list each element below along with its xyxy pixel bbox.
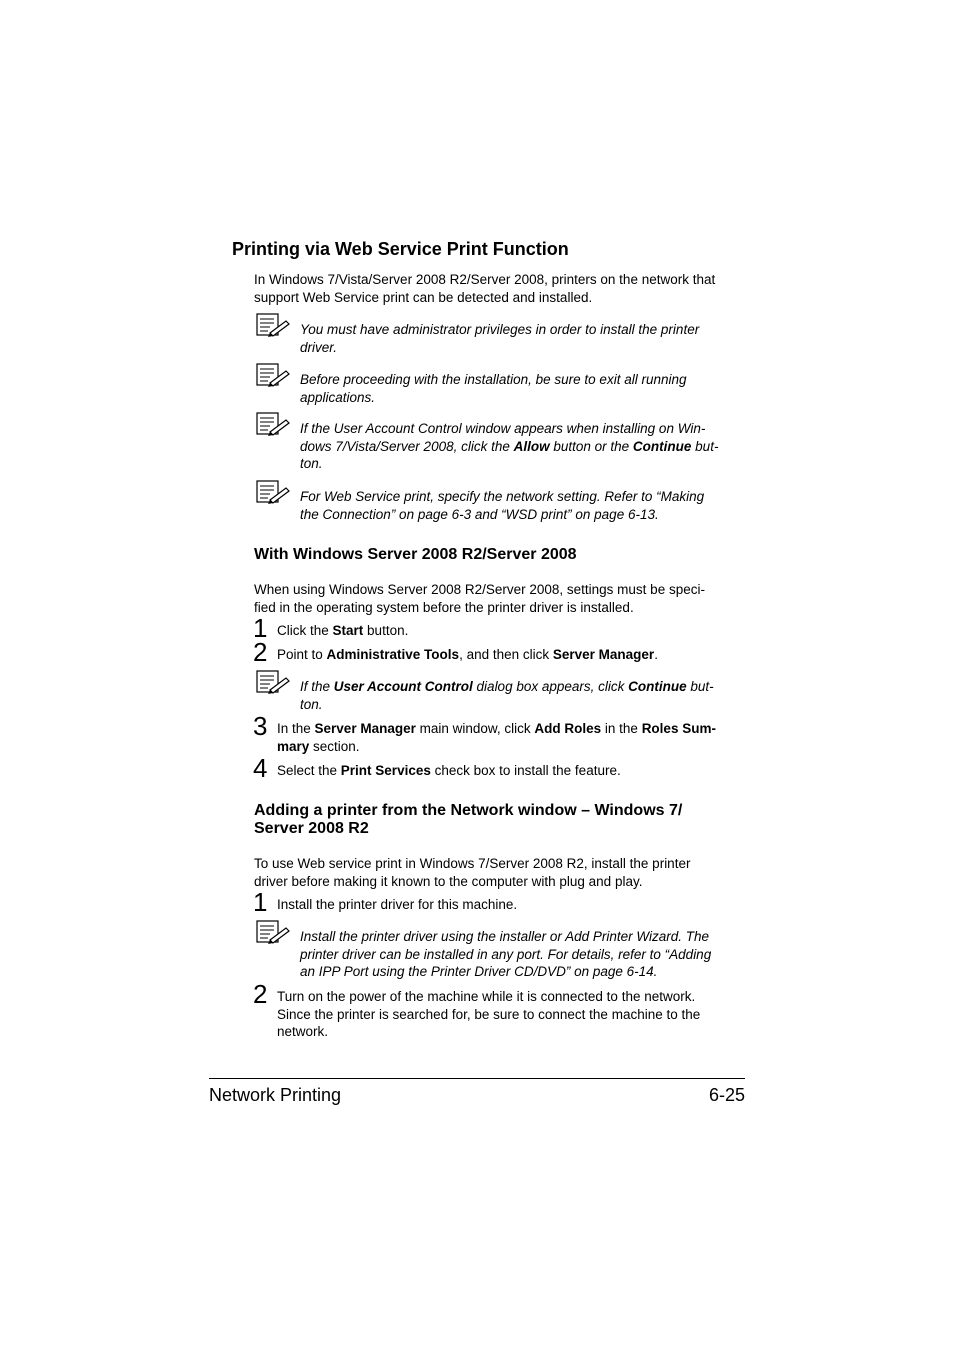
note-install-driver: Install the printer driver using the installer or Add Printer Wizard. The printer driver can be installed in any port. For details, refer to “Adding an IPP Port using the Printer Driver CD/DVD” on page 6-14. [300, 929, 712, 979]
note-pencil-icon [256, 363, 290, 389]
step-number: 2 [253, 637, 268, 667]
note-admin-privileges: You must have administrator privileges in order to install the printer driver. [300, 322, 700, 355]
note-pencil-icon [256, 480, 290, 506]
network-section-title: Adding a printer from the Network window – Windows 7/ Server 2008 R2 [254, 802, 683, 837]
network-step-2: Turn on the power of the machine while it is connected to the network. Since the printer is searched for, be sure to connect the machine to the network. [277, 989, 701, 1039]
footer-rule [209, 1078, 745, 1079]
footer-chapter: Network Printing [209, 1085, 342, 1105]
section-intro: In Windows 7/Vista/Server 2008 R2/Server 2008, printers on the network that support Web Service print can be detected and installed. [254, 272, 716, 305]
section-title: Printing via Web Service Print Function [232, 239, 569, 259]
note-user-account-control: If the User Account Control window appears when installing on Win- dows 7/Vista/Server 2008, click the Allow button or the Continue but- ton. [300, 421, 719, 471]
network-step-1: Install the printer driver for this machine. [277, 897, 518, 912]
server-step-4: Select the Print Services check box to install the feature. [277, 763, 621, 778]
server-step-2: Point to Administrative Tools, and then click Server Manager. [277, 647, 658, 662]
step-number: 1 [253, 887, 268, 917]
network-section-intro: To use Web service print in Windows 7/Server 2008 R2, install the printer driver before making it known to the computer with plug and play. [254, 856, 691, 889]
server-step-3: In the Server Manager main window, click Add Roles in the Roles Sum- mary section. [277, 721, 716, 754]
note-pencil-icon [256, 670, 290, 696]
note-uac-continue: If the User Account Control dialog box appears, click Continue but- ton. [300, 679, 714, 712]
note-wsd-setting: For Web Service print, specify the network setting. Refer to “Making the Connection” on page 6-3 and “WSD print” on page 6-13. [300, 489, 705, 522]
server-step-1: Click the Start button. [277, 623, 409, 638]
note-pencil-icon [256, 920, 290, 946]
note-pencil-icon [256, 412, 290, 438]
step-number: 3 [253, 711, 268, 741]
note-exit-apps: Before proceeding with the installation, be sure to exit all running applications. [300, 372, 687, 405]
footer-page-number: 6-25 [708, 1085, 745, 1105]
step-number: 4 [253, 753, 268, 783]
server-section-intro: When using Windows Server 2008 R2/Server 2008, settings must be speci- fied in the operating system before the printer driver is installed. [254, 582, 705, 615]
step-number: 1 [253, 613, 268, 643]
step-number: 2 [253, 979, 268, 1009]
server-section-title: With Windows Server 2008 R2/Server 2008 [254, 546, 577, 563]
note-pencil-icon [256, 313, 290, 339]
